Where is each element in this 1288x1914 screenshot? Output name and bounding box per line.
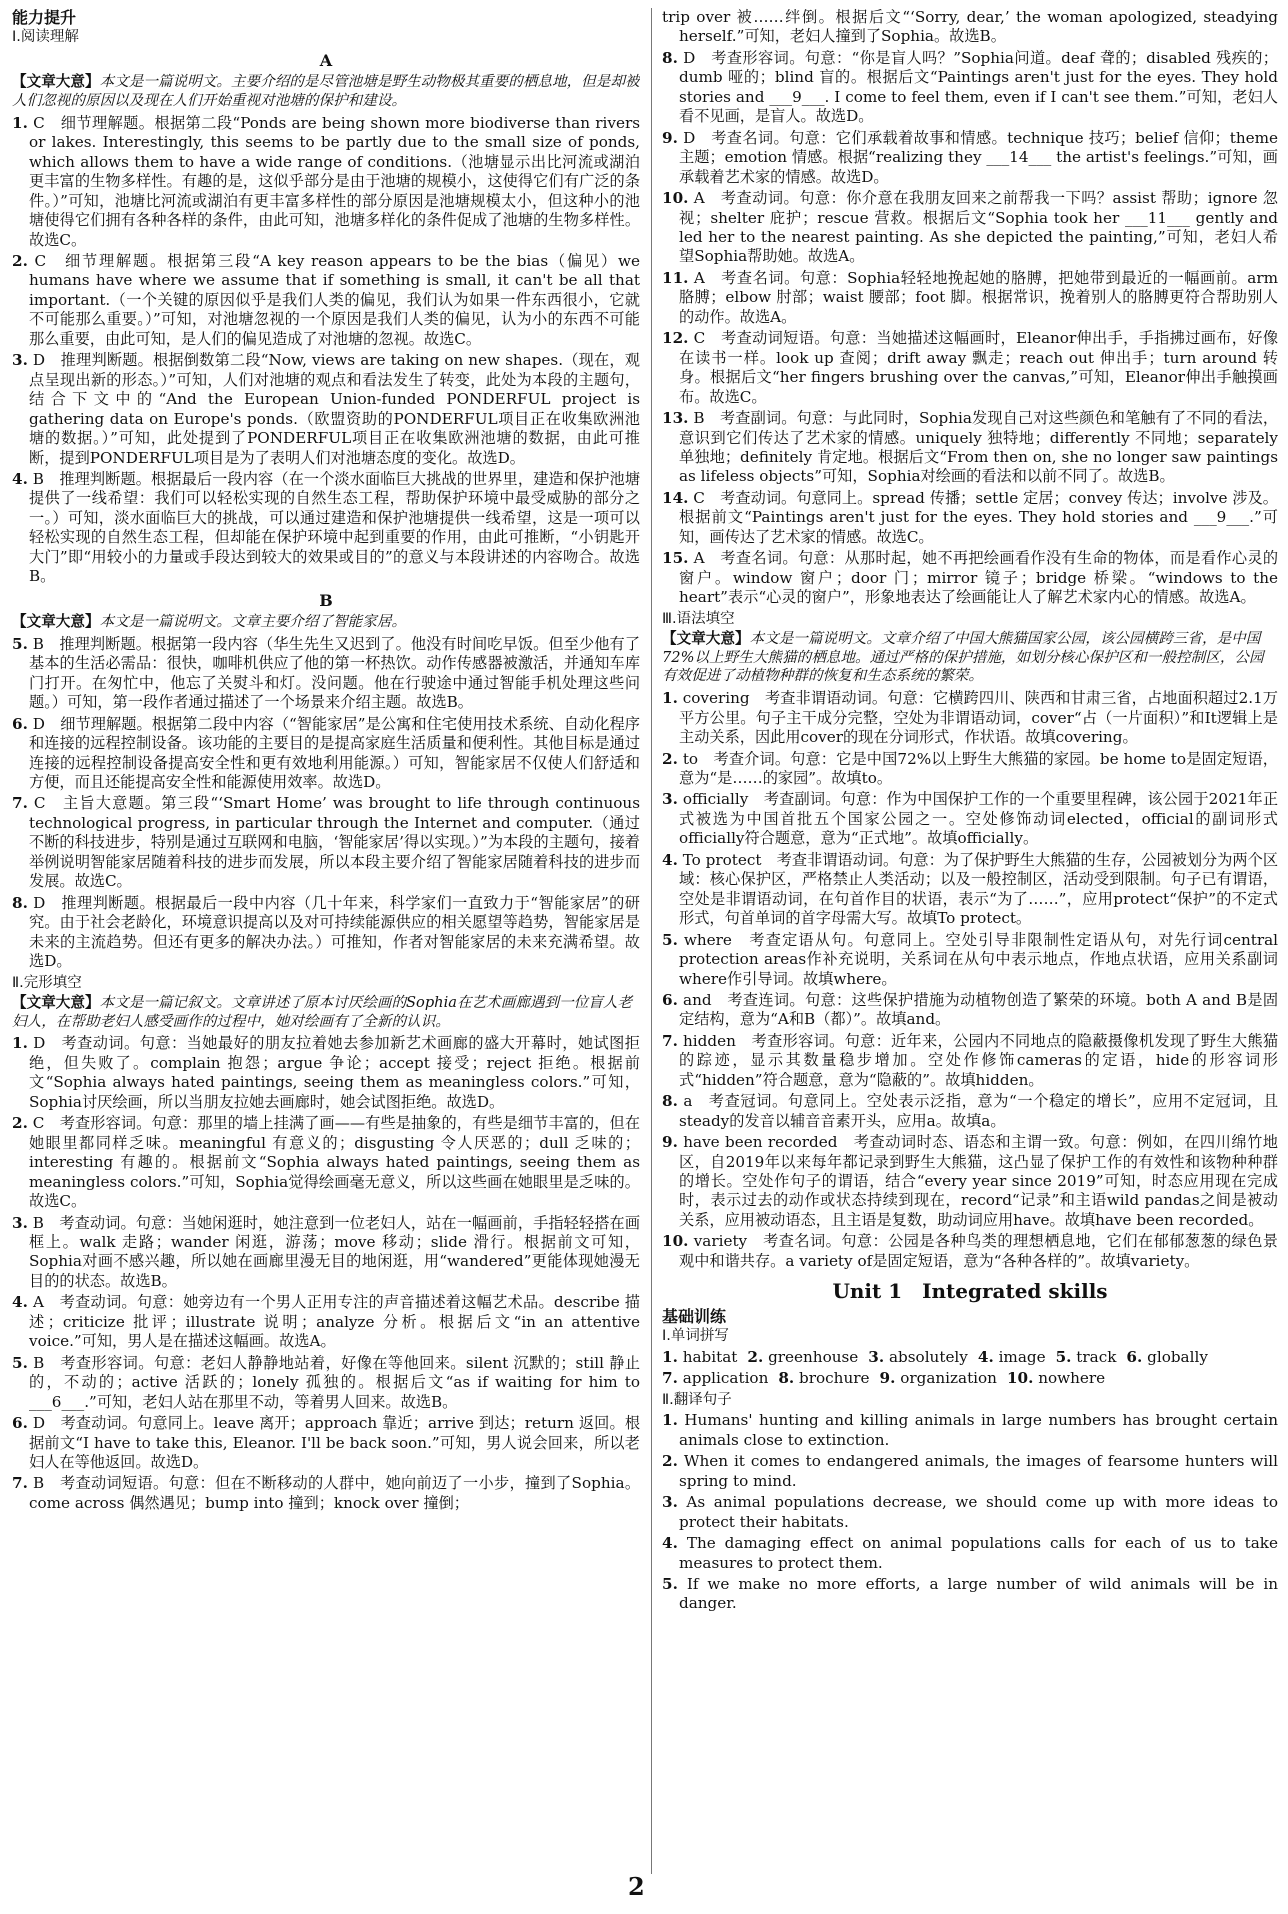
right-column [662,8,1278,1874]
answer-item [12,1474,640,1513]
passage-a-label: A [319,51,333,71]
answer-item [12,715,640,793]
answer-number: 5. [662,1574,678,1593]
answer-number: 15. [662,549,689,568]
answer-number: 11. [662,268,689,287]
passage-b-answers [12,635,640,972]
answer-number: 4. [12,1293,28,1312]
answer-text: hidden 考查形容词。句意：近年来，公园内不同地点的隐蔽摄像机发现了野生大熊猫的踪迹，显示其数量稳步增加。空处作修饰cameras的定语，hide的形容词形式“hidden”符合题意，意为“隐蔽的”。故填hidden。 [679,1031,1278,1089]
answer-text: D 考查动词。句意同上。leave 离开；approach 靠近；arrive 到达；return 返回。根据前文“I have to take this, Eleanor. I'll be back soon.”可知，男人说会回来，所以老妇人在等他返回。故选D。 [29,1414,640,1471]
answer-item [662,1232,1278,1271]
answer-item [12,1114,640,1211]
cloze-subheading: Ⅱ.完形填空 [12,974,82,991]
answer-item [662,1452,1278,1491]
answer-text: The damaging effect on animal populations calls for each of us to take measures to protect them. [679,1534,1278,1572]
answer-number: 10. [662,1232,689,1251]
answer-number: 3. [12,1213,28,1232]
answer-text: D 考查形容词。句意：“你是盲人吗？”Sophia问道。deaf 聋的；disabled 残疾的；dumb 哑的；blind 盲的。根据后文“Paintings aren't just for the eyes. They hold stories and ___9___. I come to feel them, even if I can't see them.”可知，老妇人看不见画，是盲人。故选D。 [679,48,1278,126]
spelling-answer: 7. application [662,1369,769,1388]
cloze-answers [12,1034,640,1513]
answer-number: 3. [662,1493,678,1512]
word-spelling-subheading: Ⅰ.单词拼写 [662,1328,729,1345]
answer-text: To protect 考查非谓语动词。句意：为了保护野生大熊猫的生存，公园被划分为两个区域：核心保护区，严格禁止人类活动；以及一般控制区，活动受到限制。句子已有谓语，空处是非谓语动词，在句首作目的状语，表示“为了……”，应用protect“保护”的不定式形式，句首单词的首字母需大写。故填To protect。 [679,850,1278,928]
answer-item [662,750,1278,789]
answer-number: 12. [662,329,689,348]
answer-text: A 考查动词。句意：她旁边有一个男人正用专注的声音描述着这幅艺术品。describe 描述；criticize 批评；illustrate 说明；analyze 分析。根据后文“in an attentive voice.”可知，男人是在描述这幅画。故选A。 [29,1293,640,1351]
spelling-answer: 10. nowhere [1006,1369,1106,1388]
answer-text: C 考查动词。句意同上。spread 传播；settle 定居；convey 传达；involve 涉及。根据前文“Paintings aren't just for the eyes. They hold stories and ___9___.”可知，画传达了艺术家的情感。故选C。 [679,488,1278,546]
answer-item [12,351,640,468]
answer-number: 9. [662,1133,678,1152]
answer-text: B 推理判断题。根据第一段内容（华生先生又迟到了。他没有时间吃早饭。但至少他有了基本的生活必需品：很快，咖啡机供应了他的第一杯热饮。动作传感器被激活，并通知车库门打开。在匆忙中，他忘了关熨斗和灯。没问题。他在行驶途中通过智能手机处理这些问题。）可知，第一段作者通过描述了一个场景来介绍主题。故选B。 [29,634,640,712]
answer-item [662,1411,1278,1450]
grammar-summary: 【文章大意】本文是一篇说明文。文章介绍了中国大熊猫国家公园，该公园横跨三省，是中国72%以上野生大熊猫的栖息地。通过严格的保护措施，如划分核心保护区和一般控制区，公园有效促进了动植物种群的恢复和生态系统的繁荣。 [662,630,1264,685]
answer-text: C 考查动词短语。句意：当她描述这幅画时，Eleanor伸出手，手指拂过画布，好像在读书一样。look up 查阅；drift away 飘走；reach out 伸出手；turn around 转身。根据后文“her fingers brushing over the canvas,”可知，Eleanor伸出手触摸画布。故选C。 [679,329,1278,406]
spelling-answer: 8. brochure [778,1369,870,1388]
translation-answers [662,1411,1278,1614]
answer-text: C 主旨大意题。第三段“‘Smart Home’ was brought to life through continuous technological progress, in particular through the Internet and computer.（通过不断的科技进步，特别是通过互联网和电脑，‘智能家居’得以实现。）”为本段的主题句，接着举例说明智能家居随着科技的进步而发展，所以本段主要介绍了智能家居随着科技的进步而发展。故选C。 [29,794,640,891]
grammar-answers [662,689,1278,1271]
answer-text: officially 考查副词。句意：作为中国保护工作的一个重要里程碑，该公园于2021年正式被选为中国首批五个国家公园之一。空处修饰动词elected，official的副词形式officially符合题意，意为“正式地”。故填officially。 [679,790,1278,848]
answer-number: 3. [12,351,28,370]
answer-text: C 细节理解题。根据第二段“Ponds are being shown more biodiverse than rivers or lakes. Interestingly, this seems to be partly due to the small size of ponds, which allows them to have a wide range of conditions.（池塘显示出比河流或湖泊更丰富的生物多样性。有趣的是，这似乎部分是由于池塘的规模小，这使得它们有广泛的条件。）”可知，池塘比河流或湖泊有更丰富多样性的部分原因是池塘规模太小，但这种小的池塘使得它们拥有各种各样的条件，由此可知，池塘多样化的条件促成了池塘的生物多样性。故选C。 [29,113,640,249]
answer-text: A 考查动词。句意：你介意在我朋友回来之前帮我一下吗？assist 帮助；ignore 忽视；shelter 庇护；rescue 营救。根据后文“Sophia took her ___11___ gently and led her to the nearest painting. As she depicted the painting,”可知，老妇人希望Sophia帮助她。故选A。 [679,189,1278,266]
answer-number: 4. [662,1534,678,1553]
answer-item [12,1293,640,1351]
answer-number: 7. [12,1474,28,1493]
left-column [12,8,640,1874]
answer-number: 14. [662,488,689,507]
answer-text: B 考查动词。句意：当她闲逛时，她注意到一位老妇人，站在一幅画前，手指轻轻搭在画框上。walk 走路；wander 闲逛，游荡；move 移动；slide 滑行。根据前文可知，Sophia对画不感兴趣，所以她在画廊里漫无目的地闲逛，用“wandered”更能体现她漫无目的的状态。故选B。 [29,1213,640,1290]
answer-item [662,189,1278,267]
word-row-2 [662,1369,1278,1388]
answer-text: have been recorded 考查动词时态、语态和主谓一致。句意：例如，在四川绵竹地区，自2019年以来每年都记录到野生大熊猫，这凸显了保护工作的有效性和该物种种群的增长。空处作句子的谓语，结合“every year since 2019”可知，时态应用现在完成时，表示过去的动作或状态持续到现在，record“记录”和主语wild pandas之间是被动关系，应用被动语态，且主语是复数，助动词应用have。故填have been recorded。 [679,1133,1278,1229]
answer-text: D 推理判断题。根据倒数第二段“Now, views are taking on new shapes.（现在，观点呈现出新的形态。）”可知，人们对池塘的观点和看法发生了转变，此处为本段的主题句，结合下文中的“And the European Union-funded PONDERFUL project is gathering data on Europe's ponds.（欧盟资助的PONDERFUL项目正在收集欧洲池塘的数据。）”可知，此处提到了PONDERFUL项目正在收集欧洲池塘的数据，由此可推断，提到PONDERFUL项目是为了表明人们对池塘态度的变化。故选D。 [29,351,640,467]
answer-number: 1. [12,1034,28,1053]
spelling-answer: 6. globally [1126,1347,1208,1366]
answer-number: 8. [12,893,28,912]
answer-number: 6. [662,990,678,1009]
answer-number: 6. [12,714,28,733]
answer-text: a 考查冠词。句意同上。空处表示泛指，意为“一个稳定的增长”，应用不定冠词，且steady的发音以辅音音素开头，应用a。故填a。 [679,1092,1278,1130]
answer-item [662,1575,1278,1614]
answer-number: 8. [662,48,678,67]
answer-text: B 考查副词。句意：与此同时，Sophia发现自己对这些颜色和笔触有了不同的看法，意识到它们传达了艺术家的情感。uniquely 独特地；differently 不同地；separately 单独地；definitely 肯定地。根据后文“From then on, she no longer saw paintings as lifeless objects”可知，Sophia对绘画的看法和以前不同了。故选B。 [679,409,1278,486]
answer-text: C 考查形容词。句意：那里的墙上挂满了画——有些是抽象的，有些是细节丰富的，但在她眼里都同样乏味。meaningful 有意义的；disgusting 令人厌恶的；dull 乏味的；interesting 有趣的。根据前文“Sophia always hated paintings, seeing them as meaningless colors.”可知，Sophia觉得绘画毫无意义，所以这些画在她眼里是乏味的。故选C。 [29,1114,640,1211]
spelling-answer: 5. track [1055,1347,1117,1366]
spelling-answer: 9. organization [879,1369,997,1388]
answer-text: B 考查动词短语。句意：但在不断移动的人群中，她向前迈了一小步，撞到了Sophia。come across 偶然遇见；bump into 撞到；knock over 撞倒； [29,1474,640,1512]
answer-item [662,790,1278,848]
answer-text: D 推理判断题。根据最后一段中内容（几十年来，科学家们一直致力于“智能家居”的研究。由于社会老龄化，环境意识提高以及对可持续能源供应的相关愿望等趋势，智能家居是未来的主流趋势。但还有更多的解决办法。）可推知，作者对智能家居的未来充满希望。故选D。 [29,893,640,971]
answer-item [662,409,1278,487]
answer-item [662,1133,1278,1230]
answer-text: A 考查名词。句意：Sophia轻轻地挽起她的胳膊，把她带到最近的一幅画前。arm 胳膊；elbow 肘部；waist 腰部；foot 脚。根据常识，挽着别人的胳膊更符合帮助别人的动作。故选A。 [679,268,1278,326]
spelling-answer: 2. greenhouse [747,1347,859,1366]
answer-number: 2. [662,749,678,768]
answer-text: As animal populations decrease, we should come up with more ideas to protect their habitats. [679,1493,1278,1531]
answer-item [662,489,1278,547]
answer-item [662,851,1278,929]
answer-item [12,1354,640,1412]
answer-item [662,931,1278,989]
answer-item [662,49,1278,127]
answer-text: D 细节理解题。根据第二段中内容（“智能家居”是公寓和住宅使用技术系统、自动化程序和连接的远程控制设备。该功能的主要目的是提高家庭生活质量和便利性。其他目标是通过连接的远程控制设备提高安全性和更有效地利用能源。）可知，智能家居不仅使人们舒适和方便，而且还能提高安全性和能源使用效率。故选D。 [29,714,640,792]
section-heading: 能力提升 [12,8,77,27]
grammar-subheading: Ⅲ.语法填空 [662,610,735,627]
answer-number: 4. [12,469,28,488]
column-divider [651,8,652,1874]
answer-text: C 细节理解题。根据第三段“A key reason appears to be the bias（偏见）we humans have where we assume that if something is small, it can't be all that important.（一个关键的原因似乎是我们人类的偏见，我们认为如果一件东西很小，它就不可能那么重要。）”可知，对池塘忽视的一个原因是我们人类的偏见，认为小的东西不可能那么重要，由此可知，是人们的偏见造成了对池塘的忽视。故选C。 [29,252,640,348]
answer-item [12,1214,640,1292]
answer-number: 7. [662,1031,678,1050]
answer-item [662,1534,1278,1573]
answer-number: 5. [662,930,678,949]
answer-number: 4. [662,850,678,869]
answer-number: 9. [662,128,678,147]
answer-item [662,1493,1278,1532]
answer-number: 8. [662,1092,678,1111]
answer-text: trip over 被……绊倒。根据后文“‘Sorry, dear,’ the woman apologized, steadying herself.”可知，老妇人撞到了Sophia。故选B。 [662,8,1278,46]
answer-number: 1. [662,1411,678,1430]
answer-number: 1. [12,113,28,132]
answer-number: 3. [662,790,678,809]
passage-a-answers [12,114,640,587]
spelling-answer: 3. absolutely [868,1347,968,1366]
answer-text: where 考查定语从句。句意同上。空处引导非限制性定语从句，对先行词central protection areas作补充说明，关系词在从句中表示地点，作地点状语，应用关系副词where作引导词。故填where。 [679,930,1278,988]
spelling-answer: 4. image [977,1347,1046,1366]
answer-number: 6. [12,1414,28,1433]
answer-text: and 考查连词。句意：这些保护措施为动植物创造了繁荣的环境。both A and B是固定结构，意为“A和B（都）”。故填and。 [679,990,1278,1029]
answer-text: B 推理判断题。根据最后一段内容（在一个淡水面临巨大挑战的世界里，建造和保护池塘提供了一线希望：我们可以轻松实现的自然生态工程，帮助保护环境中最受威胁的部分之一。）可知，淡水面临巨大的挑战，可以通过建造和保护池塘提供一线希望，这是一项可以轻松实现的自然生态工程，但却能在保护环境中起到重要的作用，由此可推断，“小钥匙开大门”即“用较小的力量或手段达到较大的效果或目的”的意义与本段讲述的内容吻合。故选B。 [29,469,640,586]
answer-text: D 考查动词。句意：当她最好的朋友拉着她去参加新艺术画廊的盛大开幕时，她试图拒绝，但失败了。complain 抱怨；argue 争论；accept 接受；reject 拒绝。根据前文“Sophia always hated paintings, seeing them as meaningless colors.”可知，Sophia讨厌绘画，所以当朋友拉她去画廊时，她会试图拒绝。故选D。 [29,1034,640,1111]
answer-item [12,114,640,250]
word-row-1 [662,1348,1278,1367]
answer-text: to 考查介词。句意：它是中国72%以上野生大熊猫的家园。be home to是固定短语，意为“是……的家园”。故填to。 [679,749,1278,787]
answer-text: variety 考查名词。句意：公园是各种鸟类的理想栖息地，它们在郁郁葱葱的绿色景观中和谐共存。a variety of是固定短语，意为“各种各样的”。故填variety。 [679,1232,1278,1270]
page-number: 2 [628,1872,645,1901]
answer-item [662,329,1278,407]
answer-number: 5. [12,1353,28,1372]
answer-item [662,1092,1278,1131]
answer-text: When it comes to endangered animals, the images of fearsome hunters will spring to mind. [679,1452,1278,1490]
answer-item [662,269,1278,327]
answer-item [12,470,640,587]
answer-number: 13. [662,409,689,428]
passage-b-summary: 【文章大意】本文是一篇说明文。文章主要介绍了智能家居。 [12,613,407,631]
answer-item [662,991,1278,1030]
answer-item [12,894,640,972]
answer-text: Humans' hunting and killing animals in large numbers has brought certain animals close to extinction. [679,1411,1278,1449]
answer-number: 2. [662,1452,678,1471]
answer-item [662,8,1278,47]
spelling-answer: 1. habitat [662,1347,738,1366]
answer-item [662,1032,1278,1090]
answer-item [12,635,640,713]
reading-subheading: Ⅰ.阅读理解 [12,29,79,46]
unit-title: Unit 1 Integrated skills [832,1279,1108,1304]
answer-text: If we make no more efforts, a large number of wild animals will be in danger. [679,1574,1278,1613]
answer-text: A 考查名词。句意：从那时起，她不再把绘画看作没有生命的物体，而是看作心灵的窗户。window 窗户；door 门；mirror 镜子；bridge 桥梁。“windows to the heart”表示“心灵的窗户”，形象地表达了绘画能让人了解艺术家内心的情感。故选A。 [679,549,1278,607]
answer-number: 7. [12,794,28,813]
answer-number: 10. [662,189,689,208]
answer-number: 1. [662,689,678,708]
cloze-summary: 【文章大意】本文是一篇记叙文。文章讲述了原本讨厌绘画的Sophia在艺术画廊遇到一位盲人老妇人，在帮助老妇人感受画作的过程中，她对绘画有了全新的认识。 [12,994,633,1030]
answer-text: covering 考查非谓语动词。句意：它横跨四川、陕西和甘肃三省，占地面积超过2.1万平方公里。句子主干成分完整，空处为非谓语动词，cover“占（一片面积）”和It逻辑上是主动关系，因此用cover的现在分词形式，作状语。故填covering。 [679,689,1278,747]
answer-item [662,129,1278,187]
passage-a-summary: 【文章大意】本文是一篇说明文。主要介绍的是尽管池塘是野生动物极其重要的栖息地，但是却被人们忽视的原因以及现在人们开始重视对池塘的保护和建设。 [12,73,640,110]
basic-training-heading: 基础训练 [662,1306,727,1326]
answer-item [662,689,1278,747]
answer-item [12,1034,640,1112]
translation-subheading: Ⅱ.翻译句子 [662,1391,732,1408]
answer-number: 2. [12,252,28,270]
answer-item [12,794,640,891]
answer-item [12,1414,640,1472]
answer-text: B 考查形容词。句意：老妇人静静地站着，好像在等他回来。silent 沉默的；still 静止的，不动的；active 活跃的；lonely 孤独的。根据后文“as if waiting for him to ___6___.”可知，老妇人站在那里不动，等着男人回来。故选B。 [29,1353,640,1411]
answer-item [662,549,1278,607]
answer-number: 5. [12,634,28,653]
passage-b-label: B [319,590,333,610]
answer-text: D 考查名词。句意：它们承载着故事和情感。technique 技巧；belief 信仰；theme 主题；emotion 情感。根据“realizing they ___14___ the artist's feelings.”可知，画承载着艺术家的情感。故选D。 [679,128,1278,186]
answer-number: 2. [12,1114,28,1133]
cloze-answers-continued [662,8,1278,608]
answer-item [12,252,640,349]
